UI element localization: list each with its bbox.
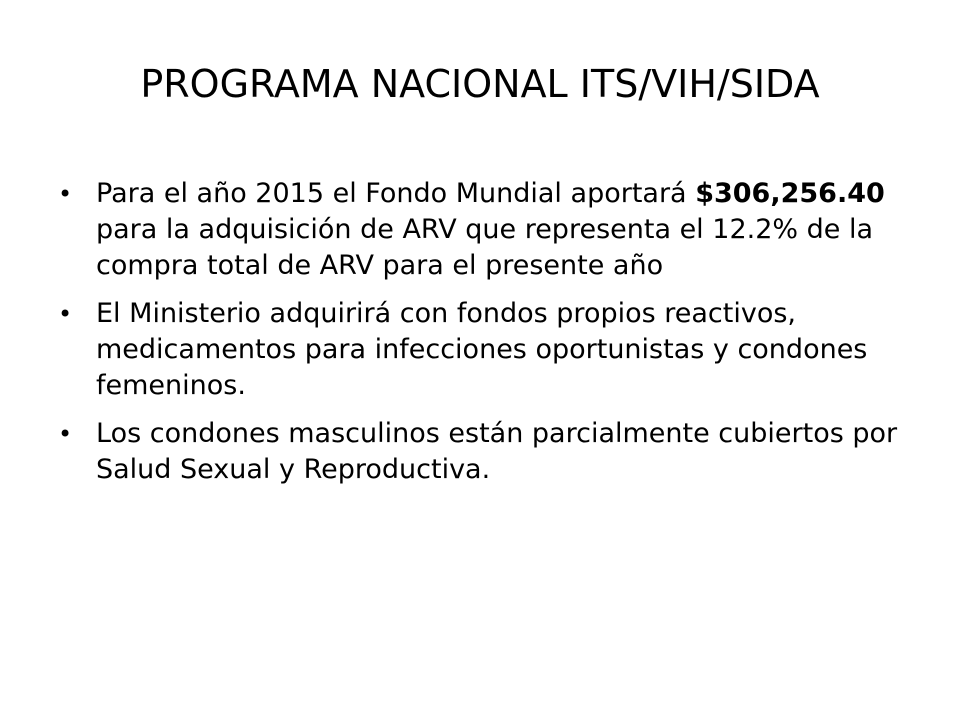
slide-title: PROGRAMA NACIONAL ITS/VIH/SIDA — [140, 62, 820, 106]
bullet-text-part: para la adquisición de ARV que representa el 12.2% de la compra total de ARV para el presente año — [96, 214, 874, 281]
bullet-text: Los condones masculinos están parcialmente cubiertos por Salud Sexual y Reproductiva. — [96, 418, 898, 485]
bullet-list — [58, 176, 918, 500]
bullet-item-fondo-mundial — [58, 176, 918, 284]
bullet-icon: • — [58, 180, 73, 208]
bullet-icon: • — [58, 300, 73, 328]
bullet-item-condones-masculinos — [58, 416, 918, 488]
bullet-text-part: Para el año 2015 el Fondo Mundial aportará — [96, 178, 696, 209]
bullet-text: El Ministerio adquirirá con fondos propios reactivos, medicamentos para infecciones oportunistas y condones femeninos. — [96, 298, 868, 401]
bullet-icon: • — [58, 420, 73, 448]
bullet-item-ministerio — [58, 296, 918, 404]
bullet-emphasis-amount: $306,256.40 — [695, 178, 885, 209]
